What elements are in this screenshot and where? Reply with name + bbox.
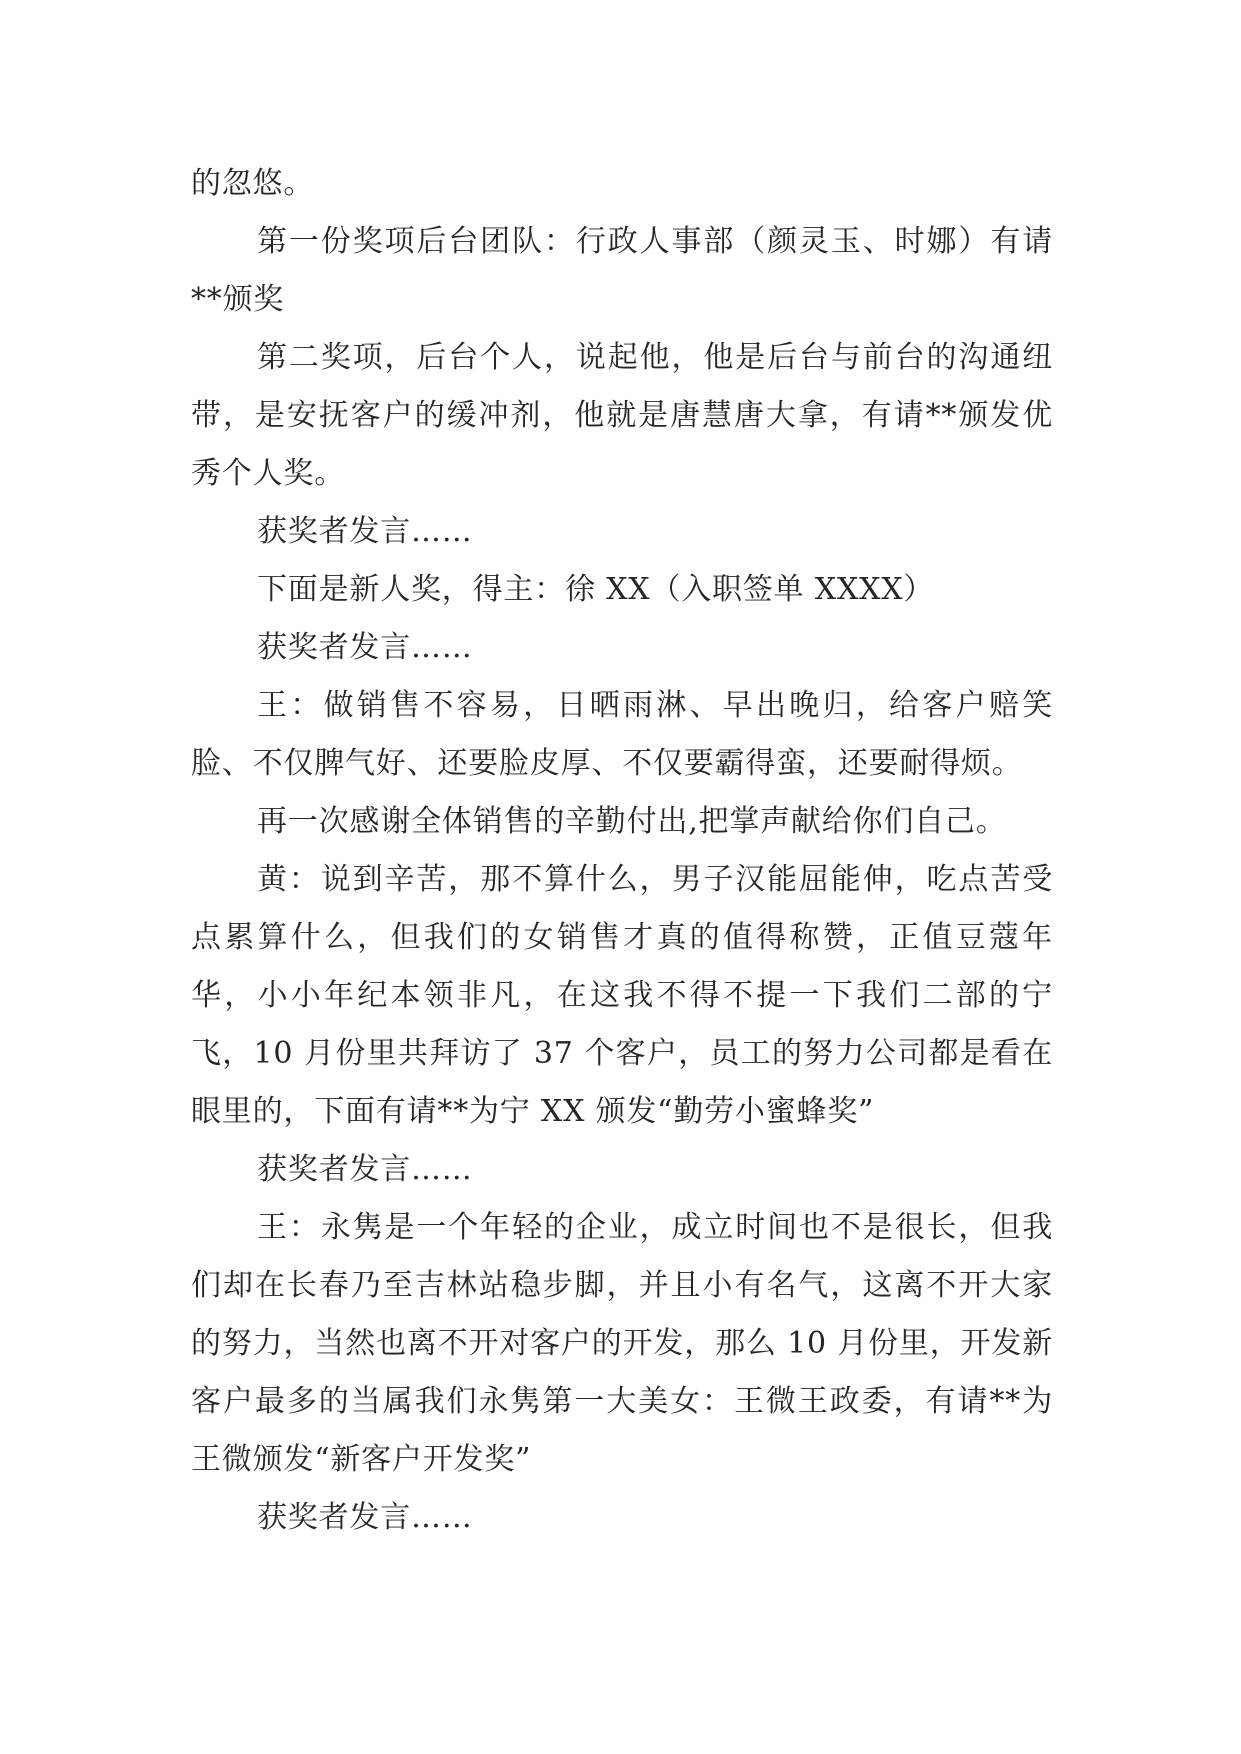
- paragraph-continuation: 的忽悠。: [191, 166, 315, 201]
- paragraph-sales-remarks: 王：做销售不容易，日晒雨淋、早出晚归，给客户赔笑脸、不仅脾气好、还要脸皮厚、不仅要霸得蛮，还要耐得烦。: [191, 688, 1053, 781]
- paragraph-new-client-award: 王：永隽是一个年轻的企业，成立时间也不是很长，但我们却在长春乃至吉林站稳步脚，并且小有名气，这离不开大家的努力，当然也离不开对客户的开发，那么 10 月份里，开发新客户最多的当属我们永隽第一大美女：王微王政委，有请**为王微颁发“新客户开发奖”: [191, 1210, 1053, 1477]
- paragraph-newcomer-award: 下面是新人奖，得主：徐 XX（入职签单 XXXX）: [257, 572, 935, 607]
- document-body: [191, 155, 1053, 1547]
- paragraph-thanks: 再一次感谢全体销售的辛勤付出,把掌声献给你们自己。: [257, 804, 1007, 839]
- paragraph-second-award: 第二奖项，后台个人，说起他，他是后台与前台的沟通纽带，是安抚客户的缓冲剂，他就是唐慧唐大拿，有请**颁发优秀个人奖。: [191, 340, 1053, 491]
- paragraph-winner-speech: 获奖者发言……: [257, 514, 473, 549]
- paragraph-winner-speech: 获奖者发言……: [257, 630, 473, 665]
- paragraph-first-award: 第一份奖项后台团队：行政人事部（颜灵玉、时娜）有请**颁奖: [191, 224, 1053, 317]
- paragraph-winner-speech: 获奖者发言……: [257, 1500, 473, 1535]
- paragraph-bee-award: 黄：说到辛苦，那不算什么，男子汉能屈能伸，吃点苦受点累算什么，但我们的女销售才真的值得称赞，正值豆蔻年华，小小年纪本领非凡，在这我不得不提一下我们二部的宁飞，10 月份里共拜访了 37 个客户，员工的努力公司都是看在眼里的，下面有请**为宁 XX 颁发“勤劳小蜜蜂奖”: [191, 862, 1053, 1129]
- paragraph-winner-speech: 获奖者发言……: [257, 1152, 473, 1187]
